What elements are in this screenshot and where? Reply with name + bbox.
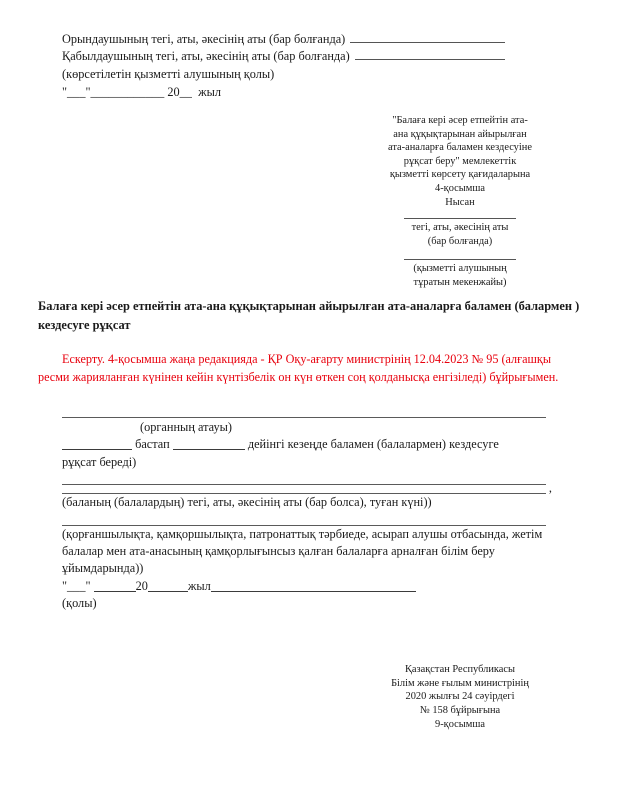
body-date-word: жыл xyxy=(187,578,211,593)
annex-line-4: қызметті көрсету қағидаларына xyxy=(389,169,531,181)
body-date-line xyxy=(62,578,546,595)
annex-line-1: ана құқықтарынан айырылған xyxy=(393,128,527,140)
performer-fill-rule xyxy=(350,42,505,43)
footer-line-1: Білім және ғылым министрінің xyxy=(391,677,529,689)
period-line xyxy=(62,436,546,453)
footer-reference-block xyxy=(330,663,590,732)
receiver-line xyxy=(62,48,562,65)
applicant-address-caption-1: (қызметті алушының xyxy=(413,263,507,275)
footer-line-2: 2020 жылғы 24 сәуірдегі xyxy=(405,691,515,703)
organization-caption: (қорғаншылықта, қамқоршылықта, патронаттық тәрбиеде, асырап алушы отбасында, жетім балалар мен ата-анасының қамқорлығынсыз қалған балаларға арналған білім беру ұйымдарында)) xyxy=(62,526,546,576)
footer-line-4: 9-қосымша xyxy=(435,718,485,730)
organ-name-rule xyxy=(62,417,546,418)
period-to-blank[interactable] xyxy=(173,436,245,450)
body-signature-caption: (қолы) xyxy=(62,596,97,611)
body-date-prefix: "___" xyxy=(62,578,94,593)
applicant-name-rule xyxy=(404,218,516,219)
annex-reference-block xyxy=(330,114,590,290)
footer-line-3: № 158 бұйрығына xyxy=(419,705,501,717)
organ-name-caption: (органның атауы) xyxy=(140,420,232,434)
spacer-1 xyxy=(62,471,546,484)
permit-word: рұқсат береді) xyxy=(62,454,137,469)
applicant-address-caption-2: тұратын мекенжайы) xyxy=(413,276,507,288)
form-body xyxy=(62,417,546,613)
period-from-word: бастап xyxy=(135,437,170,452)
footer-line-0: Қазақстан Республикасы xyxy=(405,664,515,675)
receiver-label: Қабылдаушының тегі, аты, әкесінің аты (бар болғанда) xyxy=(62,49,350,64)
applicant-name-caption-2: (бар болғанда) xyxy=(427,235,493,247)
annex-line-2: ата-аналарға баламен кездесуіне xyxy=(388,142,532,154)
applicant-name-caption-1: тегі, аты, әкесінің аты xyxy=(411,222,509,234)
applicant-address-rule xyxy=(404,259,516,260)
body-date-month-blank[interactable] xyxy=(94,578,136,592)
annex-form-word: Нысан xyxy=(445,196,475,208)
header-block xyxy=(62,31,562,102)
performer-line xyxy=(62,31,562,48)
annex-line-0: "Балаға кері әсер етпейтін ата- xyxy=(392,115,528,126)
header-signature-caption: (көрсетілетін қызметті алушының қолы) xyxy=(62,66,275,81)
body-signature-blank[interactable] xyxy=(211,578,416,592)
spacer-3 xyxy=(62,512,546,525)
body-date-year: 20 xyxy=(135,578,148,593)
child-caption: (баланың (балалардың) тегі, аты, әкесінің аты (бар болса), туған күні)) xyxy=(62,495,432,510)
annex-line-3: рұқсат беру" мемлекеттік xyxy=(403,155,517,167)
period-from-blank[interactable] xyxy=(62,436,132,450)
spacer-2 xyxy=(62,485,546,493)
header-date-line: "___"____________ 20__ жыл xyxy=(62,85,221,100)
performer-label: Орындаушының тегі, аты, әкесінің аты (бар болғанда) xyxy=(62,32,346,46)
annex-line-5: 4-қосымша xyxy=(435,182,485,194)
body-date-day-blank[interactable] xyxy=(148,578,188,592)
amendment-note: Ескерту. 4-қосымша жаңа редакцияда - ҚР Оқу-ағарту министрінің 12.04.2023 № 95 (алғашқы ресми жарияланған күнінен кейін күнтізбелік он күн өткен соң қолданысқа енгізіледі) бұйрығымен. xyxy=(38,352,559,385)
child-rule-lower xyxy=(62,493,546,494)
period-to-word: дейінгі кезеңде баламен (балалармен) кездесуге xyxy=(247,437,499,452)
receiver-fill-rule xyxy=(355,59,505,60)
page-title: Балаға кері әсер етпейтін ата-ана құқықтарынан айырылған ата-аналарға баламен (балармен ) кездесуге рұқсат xyxy=(38,299,580,332)
